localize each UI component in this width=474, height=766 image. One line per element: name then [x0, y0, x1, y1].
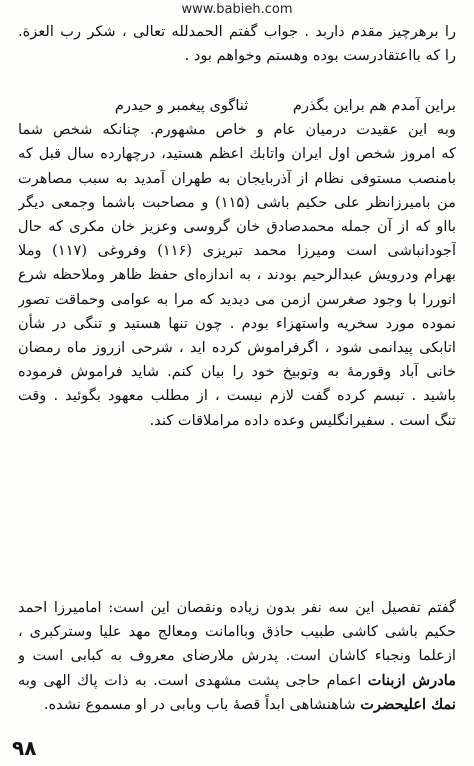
text-line: انوررا با وجود صغرسن ازمن می دیدید که مرا به عوامی وحماقت تصور [18, 290, 456, 308]
text-line: را برهرچیز مقدم داربد . جواب گفتم الحمدلله تعالی ، شکر رب العزة. [18, 23, 456, 40]
paragraph-1 [18, 20, 456, 68]
text-line: باشید . تبسم کرده گفت لازم نیست ، از مطلب معهود بگوئید . وقت [18, 387, 456, 405]
text-line: تنگ است . سفیرانگلیس وعده داده مراملاقات کند. [149, 411, 456, 429]
page-number: ۹۸ [12, 736, 37, 760]
paragraph-3 [18, 596, 456, 717]
verse-line [18, 94, 456, 118]
text-line: خانی آباد وقورمهٔ به وتوبیخ خود را بیان کنم. شاید فراموش فرموده [18, 363, 456, 381]
text-line: من باميرزانظر علی حکیم باشی (۱۱۵) و مصاحبت باشما وجمعی دیگر [18, 193, 456, 211]
verse-hemistich-2: ثناگوی پیغمبر و حیدرم [114, 97, 249, 114]
watermark-url: www.babieh.com [181, 2, 293, 17]
text-line: را که بااعتقادرست بوده وهستم وخواهم بود . [184, 47, 456, 65]
text-line: وبه این عقیدت درمیان عام و خاص مشهورم. چنانکه شخص شما [18, 121, 456, 139]
text-line: آجودانباشی است ومیرزا محمد تبریزی (۱۱۶) وفروغی (۱۱۷) وملا [18, 242, 456, 260]
text-line: بامنصب مستوفی نظام از آذربایجان به طهران آمدید به سبب مصاهرت [18, 169, 456, 187]
paragraph-2 [18, 94, 456, 433]
text-line: نموده مورد سخریه واستهزاء بودم . چون تنها هستید و تنگی در شأن [18, 314, 456, 332]
text-line: حکیم باشی کاشی طبیب حاذق وباامانت ومعالج مهد علیا وسترکبری ، [18, 623, 456, 641]
text-line bold-prefix-line: نمك اعلیحضرت شاهنشاهی ابداً قصهٔ باب وبابی در او مسموع نشده. [43, 695, 456, 713]
text-line: ازعلما ونجباء کاشان است. پدرش ملارضای معروف به کبابی است و [18, 647, 456, 665]
text-line bold-prefix-line: مادرش ازبنات اعمام حاجی پشت مشهدی است. به ذات پاك الهی وبه [18, 671, 456, 689]
text-line: که امروز شخص اول ایران واتابك اعظم هستید، درچهارده سال قبل که [18, 145, 456, 163]
text-line: اتابکی پیدانمی شود ، اگرفراموش کرده اید ، شرحی ازروز ماه رمضان [18, 339, 456, 357]
text-line: گفتم تفصیل این سه نفر بدون زیاده ونقصان این است: امامیرزا احمد [18, 599, 456, 616]
verse-hemistich-1: براین آمدم هم براین بگذرم [292, 97, 456, 114]
text-line: بهرام ودرویش عبدالرحیم بودند ، به اندازه‌ای حفظ ظاهر وملاحظه شرع [18, 266, 456, 284]
text-line: بااو که از آن جمله محمدصادق خان گروسی وعزیز خان مکری که حال [18, 218, 456, 236]
bold-emphasis: نمك اعلیحضرت [360, 695, 456, 713]
bold-emphasis: مادرش ازبنات [367, 671, 456, 689]
